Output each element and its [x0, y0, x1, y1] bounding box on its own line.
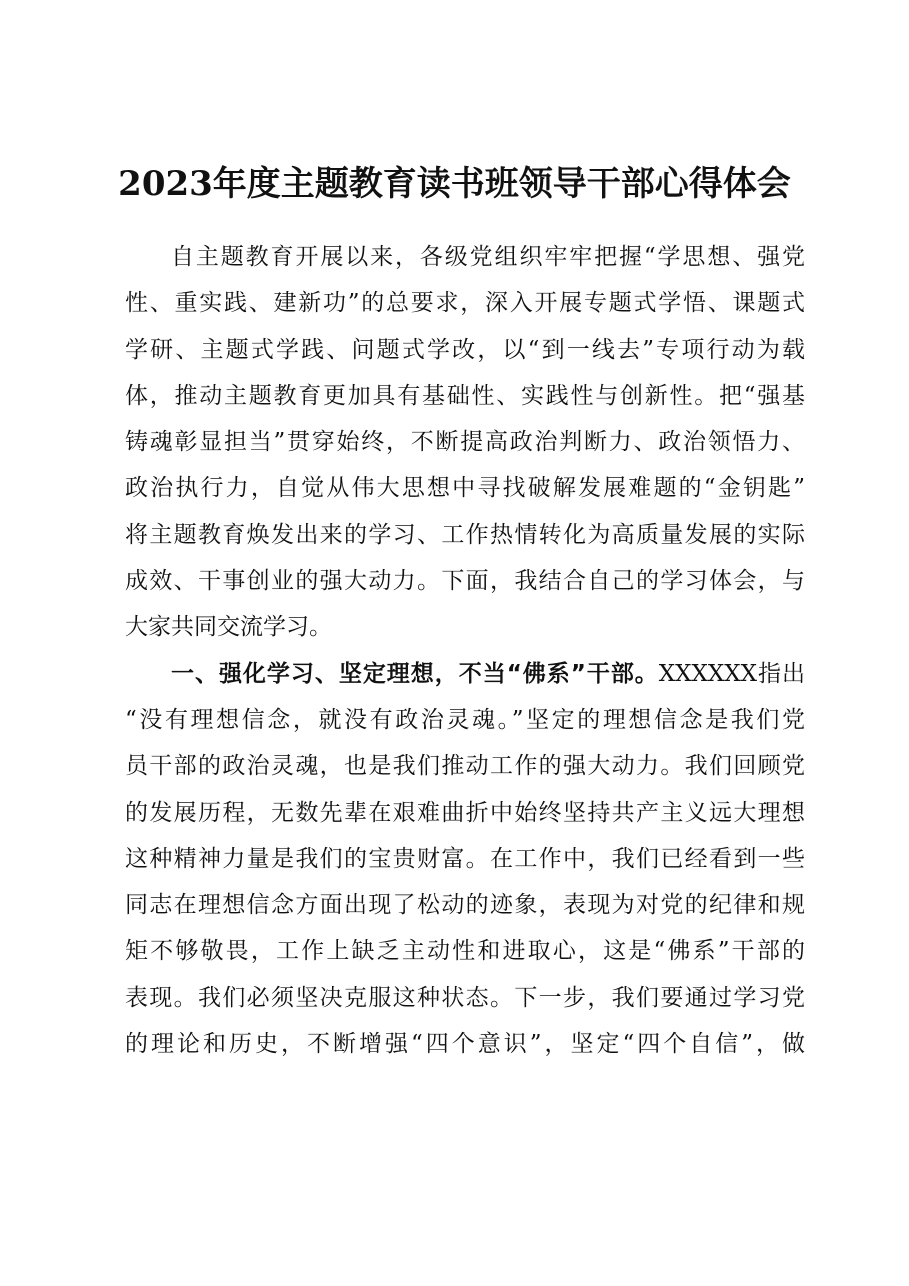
section-heading-rest: XXXXXX指出 — [658, 660, 805, 687]
document-title: 2023年度主题教育读书班领导干部心得体会 — [118, 164, 791, 204]
document-body — [125, 234, 805, 1067]
paragraph-line: 矩不够敬畏，工作上缺乏主动性和进取心，这是“佛系”干部的 — [125, 938, 805, 965]
paragraph-line: 体，推动主题教育更加具有基础性、实践性与创新性。把“强基 — [125, 382, 805, 409]
section-heading-line — [125, 651, 805, 697]
paragraph-intro — [125, 234, 805, 651]
paragraph-line: 的理论和历史，不断增强“四个意识”，坚定“四个自信”，做 — [125, 1031, 805, 1058]
paragraph-line: 政治执行力，自觉从伟大思想中寻找破解发展难题的“金钥匙” — [125, 475, 805, 502]
paragraph-line: 学研、主题式学践、问题式学改，以“到一线去”专项行动为载 — [125, 336, 805, 363]
paragraph-line: “没有理想信念，就没有政治灵魂。”坚定的理想信念是我们党 — [125, 706, 805, 733]
section-heading: 一、强化学习、坚定理想，不当“佛系”干部。 — [171, 660, 659, 687]
paragraph-line: 铸魂彰显担当”贯穿始终，不断提高政治判断力、政治领悟力、 — [125, 429, 805, 456]
paragraph-line: 自主题教育开展以来，各级党组织牢牢把握“学思想、强党 — [171, 244, 805, 270]
section-one — [125, 651, 805, 1068]
paragraph-line: 表现。我们必须坚决克服这种状态。下一步，我们要通过学习党 — [125, 984, 805, 1011]
paragraph-line: 成效、干事创业的强大动力。下面，我结合自己的学习体会，与 — [125, 568, 805, 595]
paragraph-line: 将主题教育焕发出来的学习、工作热情转化为高质量发展的实际 — [125, 521, 805, 548]
paragraph-line: 的发展历程，无数先辈在艰难曲折中始终坚持共产主义远大理想 — [125, 799, 805, 826]
paragraph-line: 员干部的政治灵魂，也是我们推动工作的强大动力。我们回顾党 — [125, 753, 805, 780]
paragraph-line: 大家共同交流学习。 — [125, 614, 332, 641]
paragraph-line: 同志在理想信念方面出现了松动的迹象，表现为对党的纪律和规 — [125, 892, 805, 919]
paragraph-line: 这种精神力量是我们的宝贵财富。在工作中，我们已经看到一些 — [125, 845, 805, 872]
paragraph-line: 性、重实践、建新功”的总要求，深入开展专题式学悟、课题式 — [125, 290, 805, 317]
